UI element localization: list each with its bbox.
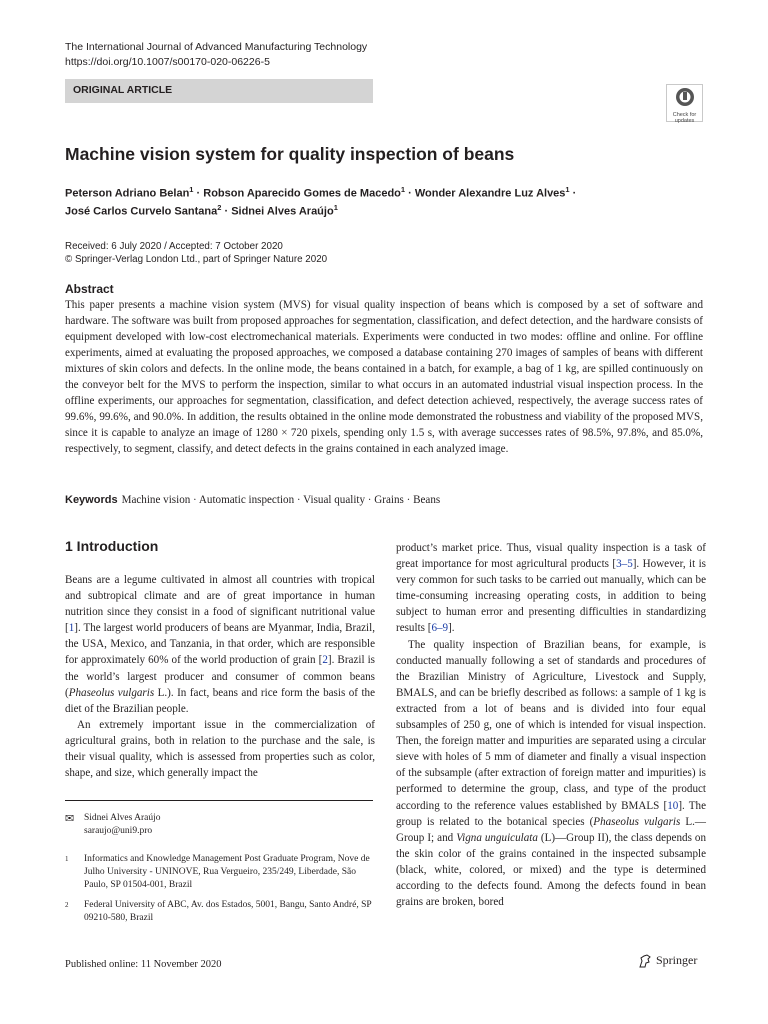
affiliation-number: 1 — [65, 855, 69, 863]
author-affiliation: 1 — [565, 185, 570, 194]
italic-species: Vigna unguiculata — [456, 831, 538, 844]
affiliation-text: Informatics and Knowledge Management Post Graduate Program, Nove de Julho University - UNINOVE, Rua Vergueiro, 235/249, Liberdade, São Paulo, SP 01504-001, Brazil — [84, 854, 370, 890]
footnote-separator — [65, 800, 373, 801]
doi-link[interactable]: https://doi.org/10.1007/s00170-020-06226-5 — [65, 56, 270, 68]
published-online: Published online: 11 November 2020 — [65, 959, 222, 970]
paragraph — [396, 540, 706, 637]
keywords-label: Keywords — [65, 494, 118, 506]
check-updates-icon — [674, 87, 696, 107]
author-name[interactable]: Peterson Adriano Belan — [65, 187, 190, 200]
paragraph — [396, 637, 706, 911]
springer-logo — [638, 953, 697, 968]
springer-horse-icon — [638, 954, 652, 968]
section-heading-introduction: 1 Introduction — [65, 538, 159, 554]
author-name[interactable]: José Carlos Curvelo Santana — [65, 205, 218, 218]
text-run: The quality inspection of Brazilian beans, for example, is conducted manually following a set of standards and procedures of the Brazilian Ministry of Agriculture, Livestock and Supply, BMALS, and can be briefly described as follows: a sample of 1 kg is extracted from a lot of beans and is divided into four equal subsamples of 250 g, one of which is intended for visual inspection. Then, the foreign matter and impurities are separated using a circular sieve with holes of 5 mm of diameter and finally a visual inspection of the subsample (after extraction of foreign matter and impurities) is performed to determine the group, class, and type of the product according to the reference values established by BMALS [ — [396, 638, 706, 812]
text-run: L.—Group I; and — [396, 815, 706, 844]
text-run: ]. — [448, 622, 455, 635]
author-affiliation: 2 — [217, 203, 222, 212]
keywords — [65, 492, 440, 508]
citation-link[interactable]: 3–5 — [616, 558, 633, 571]
abstract-heading: Abstract — [65, 282, 114, 296]
citation-link[interactable]: 1 — [68, 622, 75, 635]
left-column — [65, 572, 375, 781]
author-name[interactable]: Sidnei Alves Araújo — [231, 205, 334, 218]
text-run: L.). In fact, beans and rice form the basis of the diet of the Brazilian people. — [65, 686, 375, 715]
email-icon: ✉ — [65, 813, 75, 825]
author-name[interactable]: Wonder Alexandre Luz Alves — [414, 187, 566, 200]
text-run: ]. Brazil is the world’s largest producer and consumer of common beans ( — [65, 654, 375, 699]
author-affiliation: 1 — [400, 185, 406, 194]
authors-line-2: José Carlos Curvelo Santana$^2$ · Sidnei Alves Araújo$^1$ — [65, 203, 338, 218]
citation-link[interactable]: 2 — [322, 654, 328, 667]
citation-link[interactable]: 10 — [667, 799, 679, 812]
text-run: ]. However, it is very common for such tasks to be carried out manually, which can be time-consuming increasing operating costs, in addition to being subject to human error and presenting difficulties in standardizing results [ — [396, 558, 706, 635]
corresponding-name: Sidnei Alves Araújo — [84, 813, 161, 823]
check-updates-label-2: updates — [674, 118, 695, 124]
italic-species: Phaseolus vulgaris — [593, 815, 681, 828]
affiliation-text: Federal University of ABC, Av. dos Estados, 5001, Bangu, Santo André, SP 09210-580, Brazil — [84, 900, 372, 923]
check-updates-label-1: Check for — [672, 112, 697, 118]
received-dates: Received: 6 July 2020 / Accepted: 7 October 2020 — [65, 241, 283, 252]
journal-name: The International Journal of Advanced Manufacturing Technology — [65, 41, 368, 53]
text-run: ]. The largest world producers of beans are Myanmar, India, Brazil, the USA, Mexico, and Tanzania, in that order, which are responsible for approximately 60% of the world production of grain [ — [65, 622, 375, 667]
right-column — [396, 540, 706, 910]
text-run: (L)—Group II), the class depends on the skin color of the grains contained in the inspected subsample (black, white, colored, or mixed) and the type is determined according to the defects found. Among the defects found in bean grains are broken, bored — [396, 831, 707, 909]
check-for-updates-badge[interactable] — [666, 84, 703, 122]
text-run: Beans are a legume cultivated in almost all countries with tropical and subtropical climate and are of great importance in human nutrition since they consist in a food of significant nutritional value [ — [65, 574, 375, 635]
paragraph: An extremely important issue in the commercialization of agricultural grains, both in relation to the purchase and the sale, is their visual quality, which is assessed from properties such as color, shape, and size, which generally impact the — [65, 718, 375, 780]
authors-line-1: Peterson Adriano Belan$^1$ · Robson Aparecido Gomes de Macedo$^1$ · Wonder Alexandre Luz Alves$^1$ · — [65, 185, 577, 200]
paragraph — [65, 572, 375, 717]
abstract-text: This paper presents a machine vision system (MVS) for visual quality inspection of beans which is composed by a set of software and hardware. The software was built from proposed approaches for segmentation, classification, and defect detection, and the hardware consists of equipment developed with low-cost electromechanical materials. Experiments were conducted in two modes: offline and online. For offline experiments, aimed at evaluating the proposed approaches, we composed a database containing 270 images of samples of beans with different mixtures of skin colors and defects. In the online mode, the beans contained in a batch, for example, a bag of 1 kg, are spilled continuously on the conveyor belt for the MVS to perform the inspection, similar to what occurs in an automated industrial visual inspection process. In the offline experiments, our approaches for segmentation, classification, and defect detection achieved, respectively, the average success rates of 99.6%, 99.6%, and 90.0%. In addition, the results obtained in the online mode demonstrated the robustness and viability of the proposed MVS, since it is capable to analyze an image of 1280 × 720 pixels, spending only 1.5 s, with average successes rates of 98.5%, 97.8%, and 85.0%, respectively, to segment, classify, and detect defects in the grains contained in each analyzed image. — [65, 299, 703, 455]
keywords-list: Machine vision · Automatic inspection · Visual quality · Grains · Beans — [121, 494, 441, 506]
italic-species: Phaseolus vulgaris — [68, 686, 155, 699]
author-affiliation: 1 — [333, 203, 338, 212]
affiliation-number: 2 — [65, 901, 69, 909]
article-type-badge: ORIGINAL ARTICLE — [65, 79, 373, 103]
citation-link[interactable]: 6–9 — [431, 622, 449, 635]
author-name[interactable]: Robson Aparecido Gomes de Macedo — [203, 187, 401, 200]
corresponding-email[interactable]: saraujo@uni9.pro — [84, 826, 153, 836]
copyright-line: © Springer-Verlag London Ltd., part of Springer Nature 2020 — [65, 254, 328, 265]
publisher-name: Springer — [656, 953, 698, 967]
corresponding-author — [84, 812, 161, 838]
author-affiliation: 1 — [189, 185, 194, 194]
article-title: Machine vision system for quality inspection of beans — [65, 144, 515, 164]
text-run: ]. The group is related to the botanical species ( — [396, 799, 707, 828]
text-run: product’s market price. Thus, visual quality inspection is a task of great importance for most agricultural products [ — [396, 542, 706, 571]
